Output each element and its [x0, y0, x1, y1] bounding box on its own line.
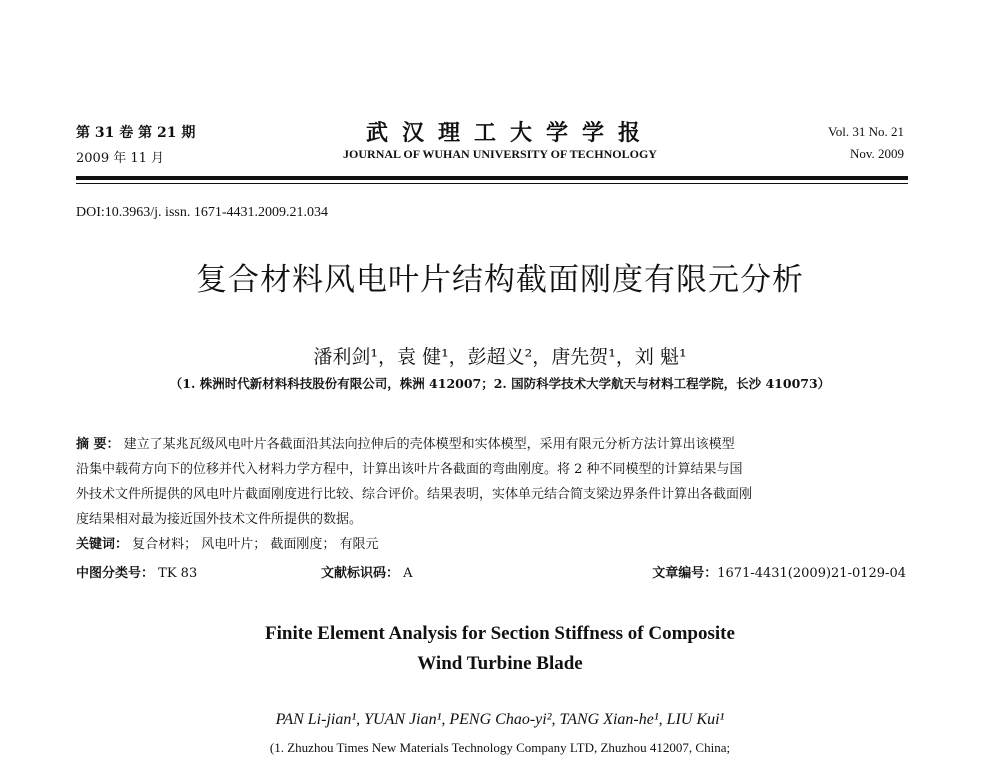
doc-label: 文献标识码： [321, 566, 400, 581]
date-en: Nov. 2009 [849, 146, 904, 161]
abstract-text-1: 建立了某兆瓦级风电叶片各截面沿其法向拉伸后的壳体模型和实体模型，采用有限元分析方法计算出该模型 [123, 437, 735, 452]
abstract-line-2: 沿集中载荷方向下的位移并代入材料力学方程中，计算出该叶片各截面的弯曲刚度。将 2 种不同模型的计算结果与国 [76, 462, 743, 477]
article-number [652, 562, 906, 581]
paper-title-en-line-1: Finite Element Analysis for Section Stiffness of Composite [265, 623, 735, 644]
keywords-line [76, 532, 906, 557]
header-rule-thin [76, 183, 908, 184]
clc-code [76, 562, 197, 581]
affiliation-cn: （1. 株洲时代新材料科技股份有限公司，株洲 412007；2. 国防科学技术大学航天与材料工程学院，长沙 410073） [169, 376, 831, 391]
paper-title-en [0, 619, 1000, 679]
paper-title-en-line-2: Wind Turbine Blade [417, 653, 583, 674]
header-rule-thick [76, 176, 908, 180]
abstract-line-1 [76, 432, 906, 457]
abstract [76, 432, 906, 557]
paper-title-cn: 复合材料风电叶片结构截面刚度有限元分析 [196, 262, 804, 298]
journal-title-cn: 武汉理工大学学报 [365, 120, 654, 146]
volume-issue-en: Vol. 31 No. 21 [828, 124, 904, 139]
keywords-text: 复合材料； 风电叶片； 截面刚度； 有限元 [132, 537, 379, 552]
doc-code [321, 562, 413, 581]
journal-title-en: JOURNAL OF WUHAN UNIVERSITY OF TECHNOLOGY [343, 147, 657, 161]
clc-label: 中图分类号： [76, 566, 155, 581]
article-value: 1671-4431(2009)21-0129-04 [717, 566, 906, 581]
article-label: 文章编号： [652, 566, 718, 581]
volume-issue-cn: 第 31 卷 第 21 期 [76, 125, 196, 141]
date-cn: 2009 年 11 月 [76, 151, 165, 166]
keywords-label: 关键词： [76, 537, 129, 552]
authors-en: PAN Li-jian¹, YUAN Jian¹, PENG Chao-yi², TANG Xian-he¹, LIU Kui¹ [275, 711, 725, 728]
doi: DOI:10.3963/j. issn. 1671-4431.2009.21.034 [76, 205, 328, 220]
abstract-line-3: 外技术文件所提供的风电叶片截面刚度进行比较、综合评价。结果表明，实体单元结合简支梁边界条件计算出各截面刚 [76, 487, 753, 502]
affiliation-en: (1. Zhuzhou Times New Materials Technology Company LTD, Zhuzhou 412007, China; [269, 740, 731, 755]
clc-value: TK 83 [158, 566, 198, 581]
doc-value: A [403, 566, 413, 581]
authors-cn: 潘利剑¹，袁 健¹，彭超义²，唐先贺¹，刘 魁¹ [313, 346, 687, 368]
abstract-line-4: 度结果相对最为接近国外技术文件所提供的数据。 [76, 512, 363, 527]
abstract-label: 摘 要： [76, 437, 120, 452]
